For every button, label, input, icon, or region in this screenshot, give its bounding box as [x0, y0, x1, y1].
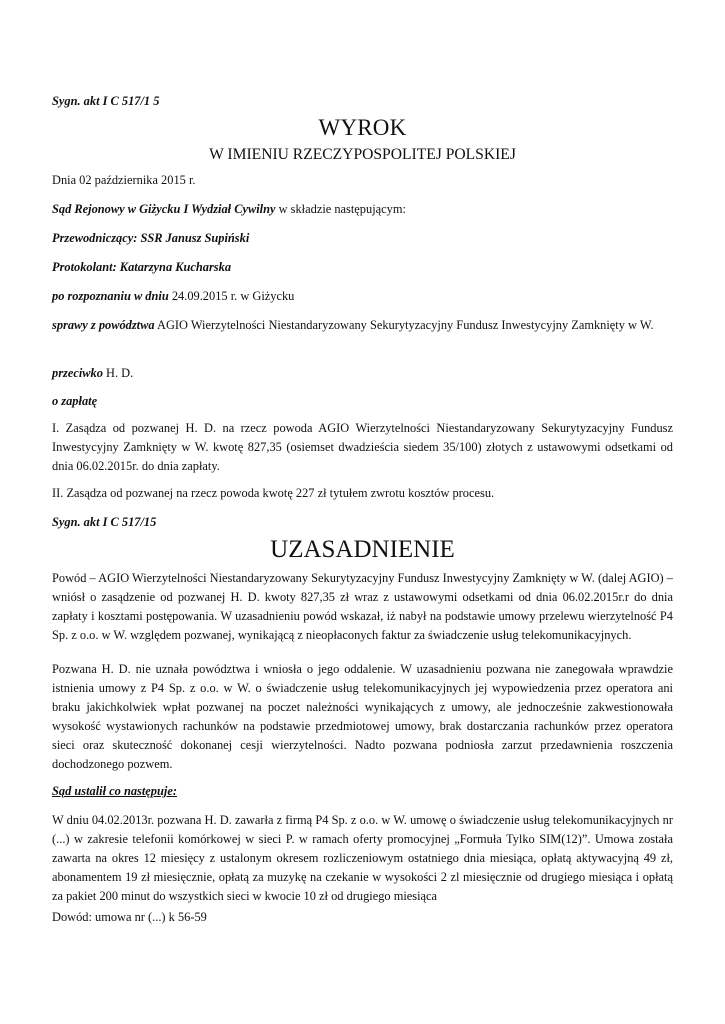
hearing-date-place: 24.09.2015 r. w Giżycku — [168, 289, 295, 303]
case-subject: o zapłatę — [52, 394, 98, 408]
hearing-label: po rozpoznaniu w dniu — [52, 289, 169, 303]
findings-heading: Sąd ustalił co następuje: — [52, 784, 177, 798]
court-name: Sąd Rejonowy w Giżycku I Wydział Cywilny — [52, 202, 276, 216]
hearing-line — [52, 287, 673, 306]
verdict-title: WYROK — [318, 115, 407, 140]
verdict-point-2: II. Zasądza od pozwanej na rzecz powoda kwotę 227 zł tytułem zwrotu kosztów procesu. — [52, 486, 495, 500]
verdict-date: Dnia 02 października 2015 r. — [52, 173, 196, 187]
justification-title: UZASADNIENIE — [270, 536, 455, 563]
verdict-subtitle: W IMIENIU RZECZYPOSPOLITEJ POLSKIEJ — [209, 146, 516, 163]
evidence-line: Dowód: umowa nr (...) k 56-59 — [52, 910, 207, 924]
case-signature-top: Sygn. akt I C 517/1 5 — [52, 94, 160, 108]
defendant-name: H. D. — [102, 366, 134, 380]
presiding-judge: Przewodniczący: SSR Janusz Supiński — [52, 231, 250, 245]
justification-paragraph-1: Powód – AGIO Wierzytelności Niestandaryzowany Sekurytyzacyjny Fundusz Inwestycyjny Zamknięty w W. (dalej AGIO) – wniósł o zasądzenie od pozwanej H. D. kwoty 827,35 zł wraz z ustawowymi odsetkami od dnia 06.02.2015r.r do dnia zapłaty i kosztami postępowania. W uzasadnieniu powód wskazał, iż nabył na podstawie umowy przelewu wierzytelność P4 Sp. z o.o. w W. względem pozwanej, wynikającą z nieopłaconych faktur za świadczenie usług telekomunikacyjnych. — [52, 571, 673, 642]
court-composition: w składzie następującym: — [275, 202, 406, 216]
case-label: sprawy z powództwa — [52, 318, 155, 332]
justification-paragraph-2: Pozwana H. D. nie uznała powództwa i wniosła o jego oddalenie. W uzasadnieniu pozwana nie zanegowała wprawdzie istnienia umowy z P4 Sp. z o.o. w W. o świadczenie usług telekomunikacyjnych jej wypowiedzenia przez operatora ani braku jakichkolwiek wpłat pozwanej na poczet należności wynikających z umowy, ale jednocześnie zakwestionowała wysokość wystawionych rachunków na podstawie przedmiotowej umowy, brak dostarczania rachunków przez operatora sieci oraz skuteczność dokonanej cesji wierzytelności. Nadto pozwana podniosła zarzut przedawnienia roszczenia dochodzonego pozwem. — [52, 662, 673, 771]
court-line — [52, 200, 673, 219]
against-label: przeciwko — [52, 366, 103, 380]
plaintiff-name: AGIO Wierzytelności Niestandaryzowany Sekurytyzacyjny Fundusz Inwestycyjny Zamknięty w W. — [154, 318, 654, 332]
findings-paragraph: W dniu 04.02.2013r. pozwana H. D. zawarła z firmą P4 Sp. z o.o. w W. umowę o świadczenie usług telekomunikacyjnych nr (...) w zakresie telefonii komórkowej w sieci P. w ramach oferty promocyjnej „Formuła Tylko SIM(12)”. Umowa została zawarta na okres 12 miesięcy z ustalonym okresem rozliczeniowym ostatniego dnia miesiąca, opłatą aktywacyjną 49 zł, abonamentem 19 zł miesięcznie, opłatą za muzykę na czekanie w wysokości 2 zl miesięcznie od drugiego miesiąca i opłatą za pakiet 200 minut do wszystkich sieci w kwocie 10 zł od drugiego miesiąca — [52, 813, 673, 903]
verdict-point-1: I. Zasądza od pozwanej H. D. na rzecz powoda AGIO Wierzytelności Niestandaryzowany Sekurytyzacyjny Fundusz Inwestycyjny Zamknięty w W. kwotę 827,35 (osiemset dwadzieścia siedem 35/100) złotych z ustawowymi odsetkami od dnia 06.02.2015r. do dnia zapłaty. — [52, 421, 673, 473]
against-line — [52, 364, 673, 383]
case-parties — [52, 316, 673, 335]
court-clerk: Protokolant: Katarzyna Kucharska — [52, 260, 232, 274]
case-signature-justification: Sygn. akt I C 517/15 — [52, 515, 157, 529]
